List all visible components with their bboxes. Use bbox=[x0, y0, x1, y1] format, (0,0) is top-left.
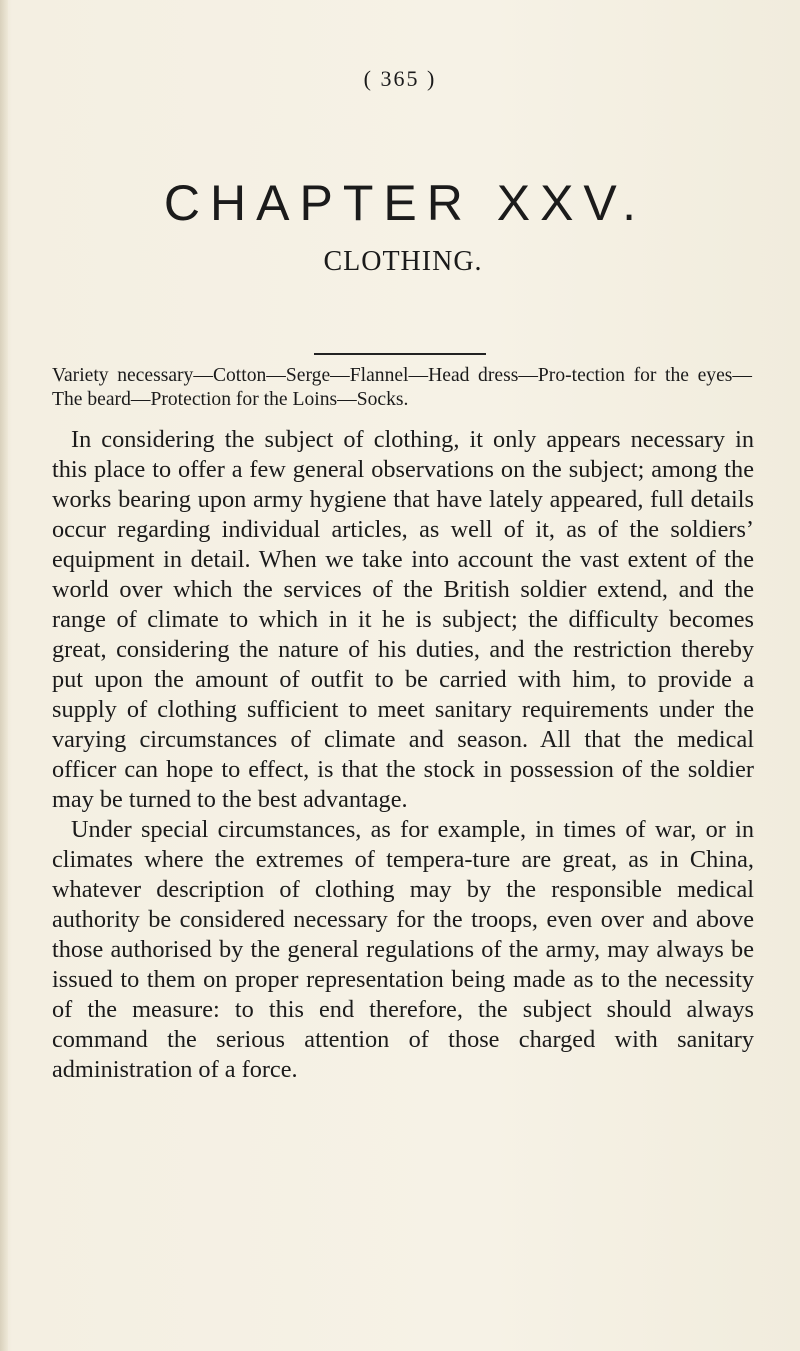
chapter-title: CHAPTER XXV. bbox=[163, 175, 647, 231]
section-divider bbox=[314, 353, 486, 355]
chapter-synopsis: Variety necessary—Cotton—Serge—Flannel—Head dress—Pro-tection for the eyes—The beard—Protection for the Loins—Socks. bbox=[52, 365, 752, 410]
chapter-body bbox=[52, 425, 754, 1085]
page-number: ( 365 ) bbox=[363, 66, 437, 91]
chapter-subtitle: CLOTHING. bbox=[323, 246, 483, 277]
paragraph: Under special circumstances, as for example, in times of war, or in climates where the extremes of tempera-ture are great, as in China, whatever description of clothing may by the responsible medical authority be considered necessary for the troops, even over and above those authorised by the general regulations of the army, may always be issued to them on proper representation being made as to the necessity of the measure: to this end therefore, the subject should always command the serious attention of those charged with sanitary administration of a force. bbox=[52, 816, 754, 1083]
paragraph: In considering the subject of clothing, it only appears necessary in this place to offer a few general observations on the subject; among the works bearing upon army hygiene that have lately appeared, full details occur regarding individual articles, as well of it, as of the soldiers’ equipment in detail. When we take into account the vast extent of the world over which the services of the British soldier extend, and the range of climate to which in it he is subject; the difficulty becomes great, considering the nature of his duties, and the restriction thereby put upon the amount of outfit to be carried with him, to provide a supply of clothing sufficient to meet sanitary requirements under the varying circumstances of climate and season. All that the medical officer can hope to effect, is that the stock in possession of the soldier may be turned to the best advantage. bbox=[52, 426, 754, 813]
